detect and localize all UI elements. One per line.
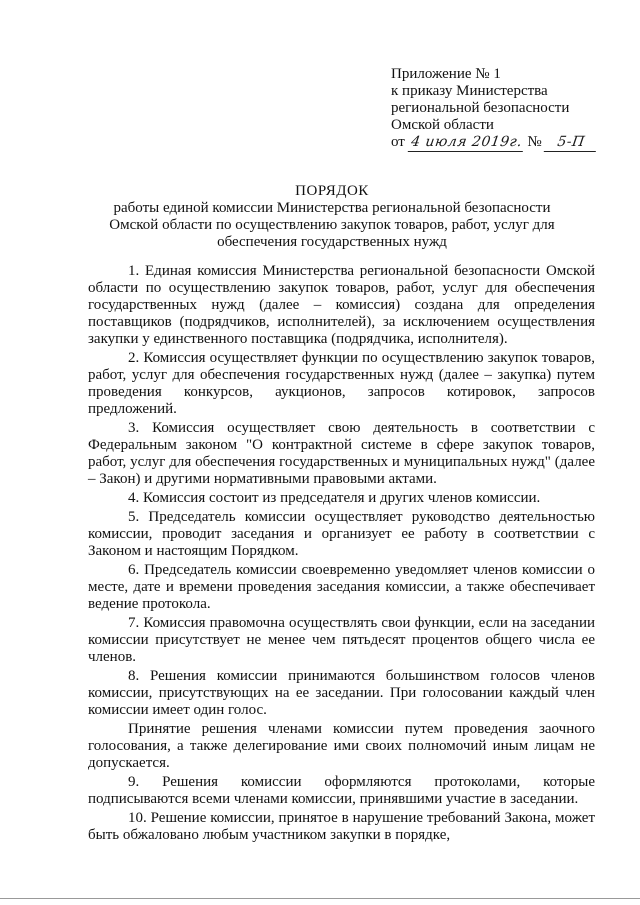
from-label: от <box>391 134 405 150</box>
paragraph-8-continuation: Принятие решения членами комиссии путем проведения заочного голосования, а также делегирование ими своих полномочий иным лицам не допускается. <box>88 721 595 771</box>
paragraph-2: 2. Комиссия осуществляет функции по осуществлению закупок товаров, работ, услуг для обеспечения государственных нужд (далее – закупка) путем проведения конкурсов, аукционов, запросов котировок, запросов предложений. <box>88 350 595 417</box>
appendix-region: Омской области <box>391 117 494 133</box>
paragraph-3: 3. Комиссия осуществляет свою деятельность в соответствии с Федеральным законом "О контрактной системе в сфере закупок товаров, работ, услуг для обеспечения государственных и муниципальных нужд" (далее – Закон) и другими нормативными правовыми актами. <box>88 420 595 487</box>
appendix-title: Приложение № 1 <box>391 66 501 82</box>
paragraph-8: 8. Решения комиссии принимаются большинством голосов членов комиссии, присутствующих на ее заседании. При голосовании каждый член комиссии имеет один голос. <box>88 668 595 718</box>
handwritten-number: 5-П <box>544 134 599 152</box>
number-label: № <box>527 134 542 150</box>
paragraph-9: 9. Решения комиссии оформляются протоколами, которые подписываются всеми членами комиссии, принявшими участие в заседании. <box>88 774 595 807</box>
page-bottom-edge <box>0 898 640 899</box>
paragraph-1: 1. Единая комиссия Министерства региональной безопасности Омской области по осуществлению закупок товаров, работ, услуг для обеспечения государственных нужд (далее – комиссия) создана для определения поставщиков (подрядчиков, исполнителей), за исключением осуществления закупки у единственного поставщика (подрядчика, исполнителя). <box>88 263 595 347</box>
document-body <box>88 263 595 846</box>
paragraph-4: 4. Комиссия состоит из председателя и других членов комиссии. <box>128 490 541 506</box>
document-heading: ПОРЯДОК <box>295 183 369 199</box>
appendix-date-line <box>391 134 621 152</box>
paragraph-7: 7. Комиссия правомочна осуществлять свои функции, если на заседании комиссии присутствует не менее чем пятьдесят процентов общего числа ее членов. <box>88 615 595 665</box>
appendix-order-ref: к приказу Министерства <box>391 83 548 99</box>
paragraph-6: 6. Председатель комиссии своевременно уведомляет членов комиссии о месте, дате и времени проведения заседания комиссии, а также обеспечивает ведение протокола. <box>88 562 595 612</box>
document-subtitle: работы единой комиссии Министерства региональной безопасности Омской области по осуществлению закупок товаров, работ, услуг для обеспечения государственных нужд <box>109 200 555 250</box>
paragraph-5: 5. Председатель комиссии осуществляет руководство деятельностью комиссии, проводит заседания и организует ее работу в соответствии с Законом и настоящим Порядком. <box>88 509 595 559</box>
appendix-ministry: региональной безопасности <box>391 100 570 116</box>
appendix-block <box>391 66 621 152</box>
handwritten-date: 4 июля 2019г. <box>407 134 525 152</box>
paragraph-10: 10. Решение комиссии, принятое в нарушение требований Закона, может быть обжаловано любым участником закупки в порядке, <box>88 810 595 843</box>
